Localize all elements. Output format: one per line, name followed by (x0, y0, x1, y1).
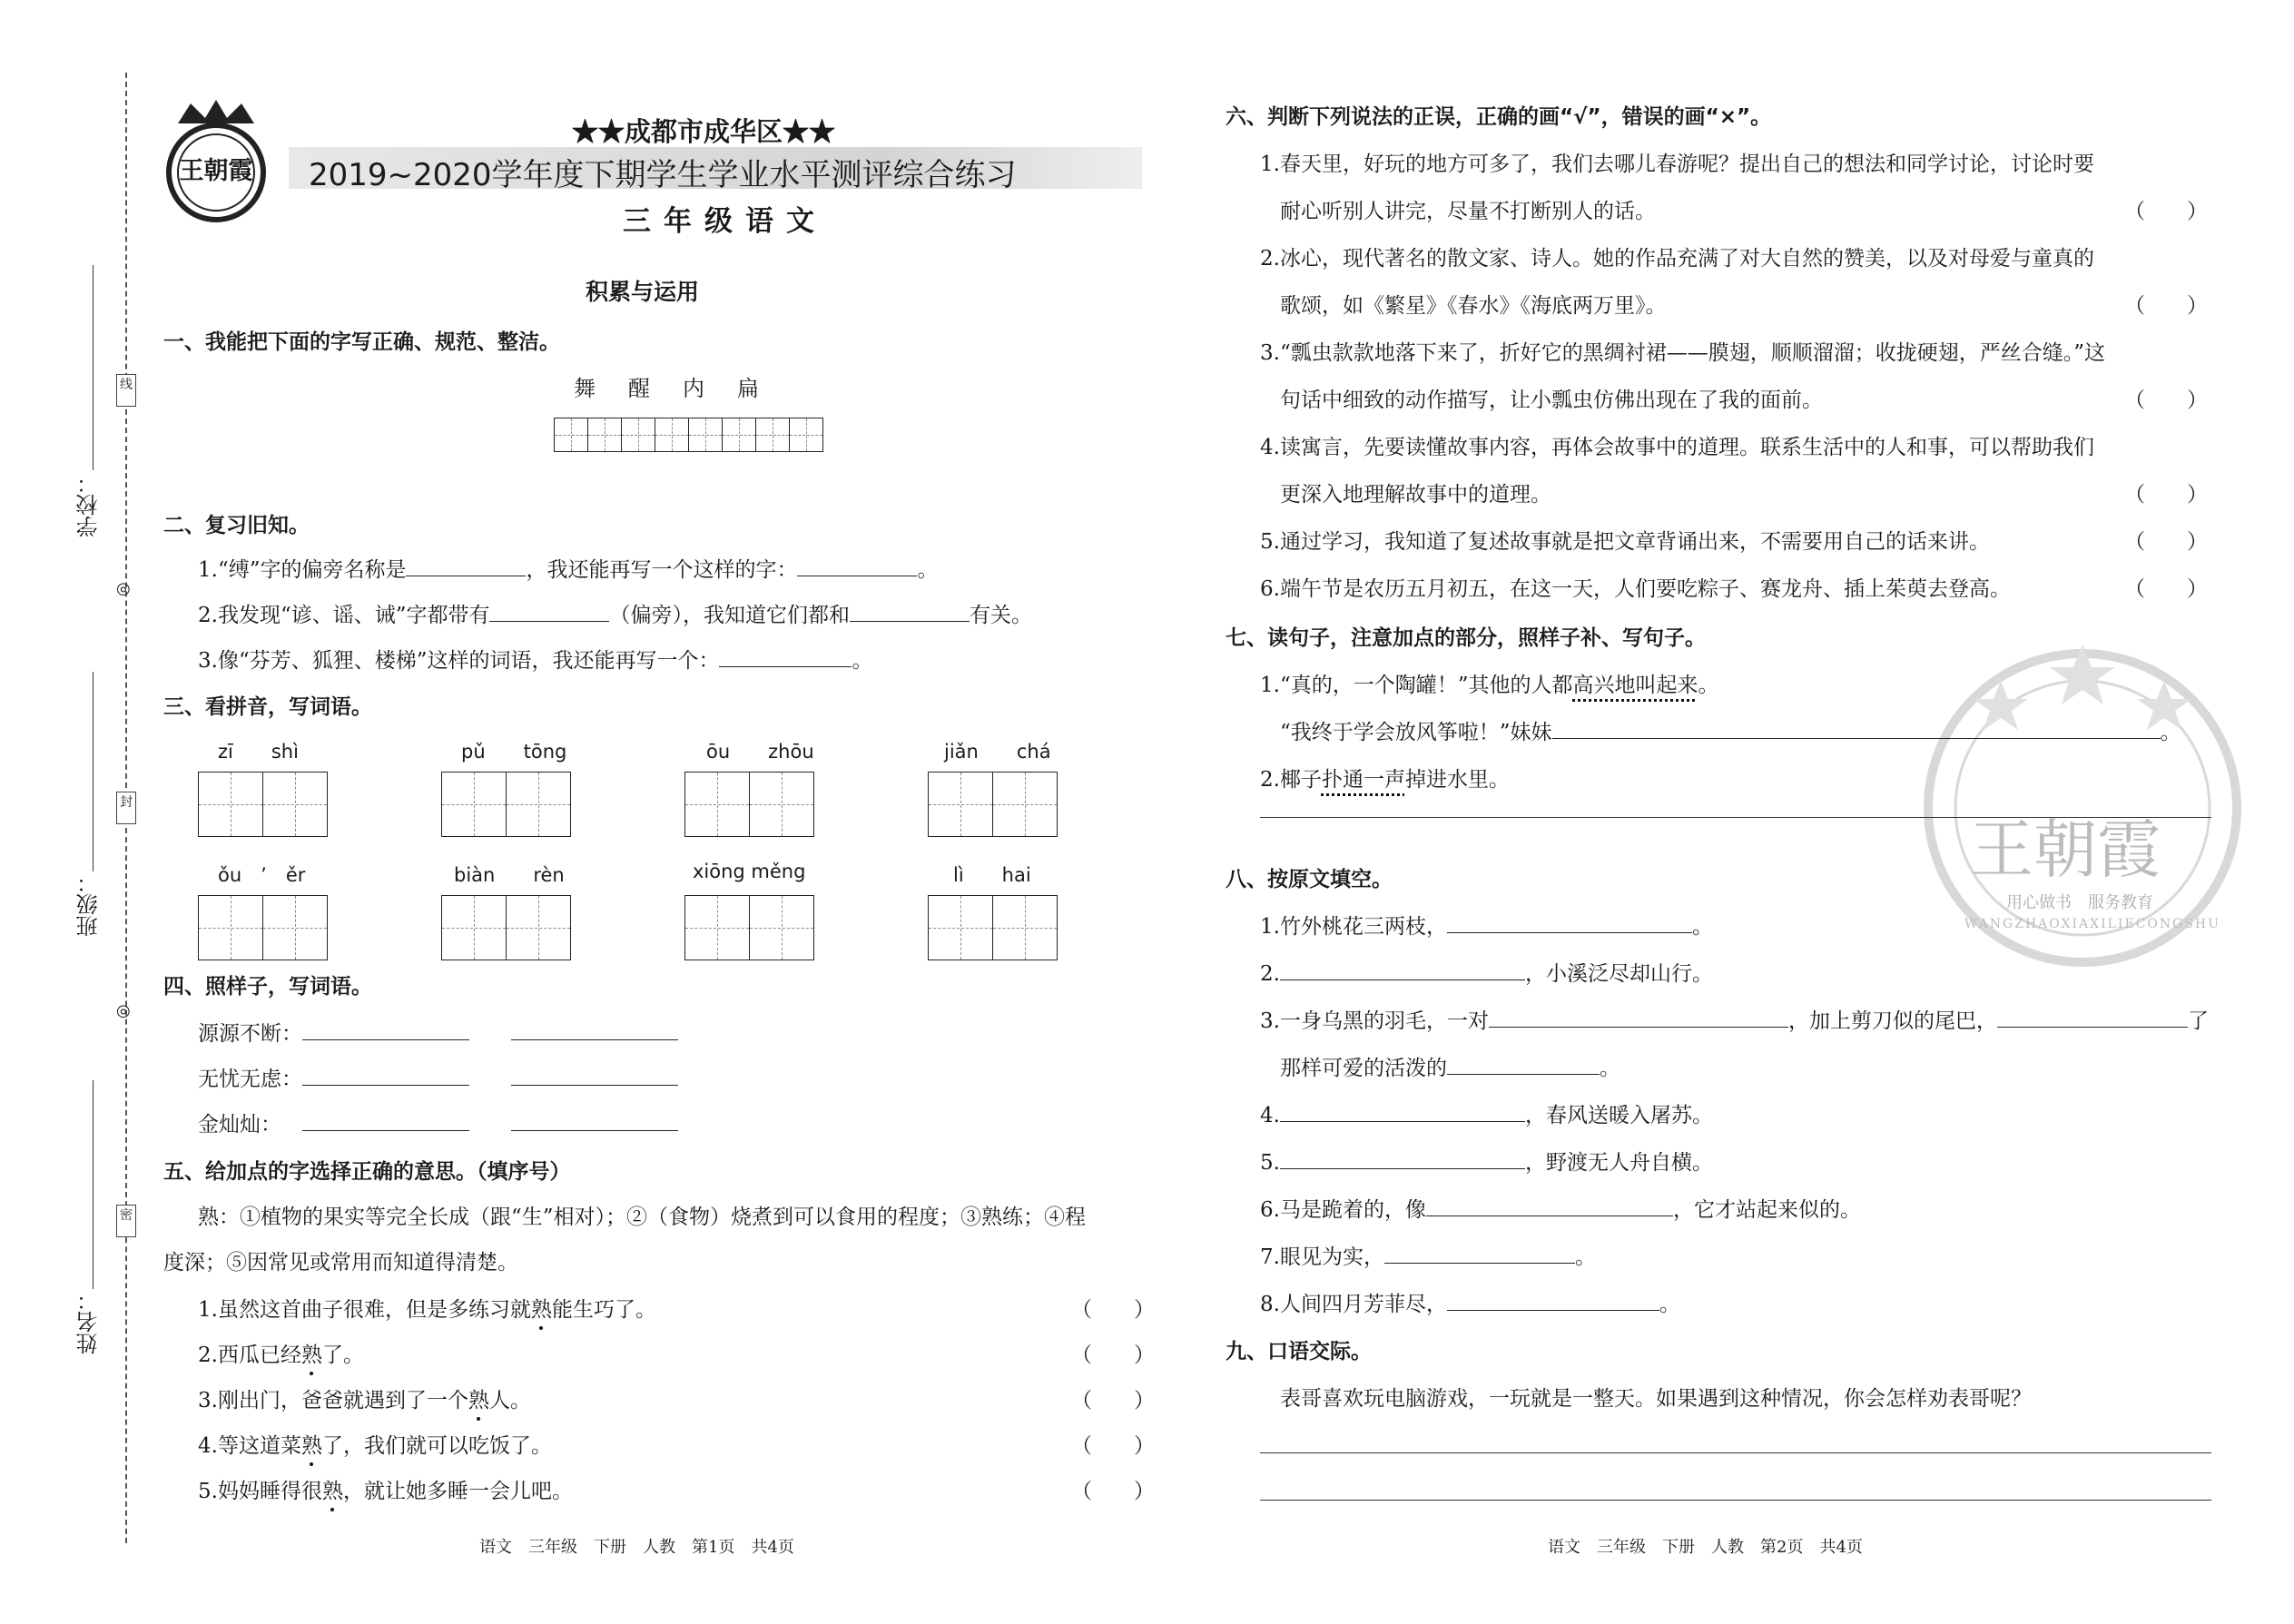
s2-q1: 1.“缚”字的偏旁名称是 ，我还能再写一个这样的字： 。 (198, 553, 938, 583)
s6-q2-line1: 2.冰心，现代著名的散文家、诗人。她的作品充满了对大自然的赞美，以及对母爱与童真的 (1260, 247, 2094, 271)
answer-blank[interactable] (302, 1019, 469, 1040)
answer-paren[interactable]: （ ） (1071, 1343, 1155, 1367)
answer-blank[interactable] (302, 1110, 469, 1131)
pinyin-writing-grid[interactable] (928, 772, 1058, 837)
judge-paren[interactable]: （ ） (2124, 530, 2208, 554)
s8-q7: 7.眼见为实， 。 (1260, 1240, 1596, 1270)
section-1-title: 一、我能把下面的字写正确、规范、整洁。 (163, 330, 560, 354)
section-9-title: 九、口语交际。 (1226, 1340, 1372, 1363)
s6-q1-line1: 1.春天里，好玩的地方可多了，我们去哪儿春游呢？提出自己的想法和同学讨论，讨论时要 (1260, 153, 2094, 176)
pinyin: ōu zhōu (706, 741, 814, 763)
s8-q2: 2. ，小溪泛尽却山行。 (1260, 957, 1713, 987)
answer-blank[interactable] (850, 601, 970, 622)
answer-blank[interactable] (1447, 912, 1692, 933)
pinyin: lì hai (953, 864, 1031, 886)
s5-q5: 5.妈妈睡得很熟，就让她多睡一会儿吧。 (198, 1474, 573, 1504)
class-label: 班级： (76, 871, 102, 937)
binding-hole-icon: ◎ (116, 579, 131, 598)
answer-blank[interactable] (719, 646, 852, 667)
name-field[interactable] (93, 1080, 94, 1289)
answer-blank[interactable] (511, 1019, 678, 1040)
pinyin-writing-grid[interactable] (198, 895, 328, 960)
district-title: ★★成都市成华区★★ (572, 116, 836, 147)
subject-title: 三年级语文 (623, 205, 827, 238)
s5-q1: 1.虽然这首曲子很难，但是多练习就熟能生巧了。 (198, 1293, 656, 1323)
writing-grid[interactable] (554, 418, 823, 452)
s9-question: 表哥喜欢玩电脑游戏，一玩就是一整天。如果遇到这种情况，你会怎样劝表哥呢？ (1280, 1387, 2032, 1411)
marker-close: 密 (116, 1205, 136, 1237)
answer-line[interactable] (1260, 817, 2211, 818)
s6-q3-line1: 3.“瓢虫款款地落下来了，折好它的黑绸衬裙——膜翅，顺顺溜溜；收拢硬翅，严丝合缝。”这 (1260, 341, 2105, 365)
dotted-phrase: 扑通一声 (1321, 768, 1405, 792)
answer-blank[interactable] (1447, 1290, 1659, 1311)
school-field[interactable] (93, 265, 94, 470)
dotted-char: 熟 (322, 1474, 343, 1504)
s6-q2-line2: 歌颂，如《繁星》《春水》《海底两万里》。 (1280, 294, 1667, 318)
judge-paren[interactable]: （ ） (2124, 577, 2208, 601)
answer-blank[interactable] (1489, 1007, 1788, 1028)
watermark-slogan: 用心做书 服务教育 (2006, 893, 2153, 912)
dotted-char: 熟 (301, 1429, 322, 1459)
s8-q5: 5. ，野渡无人舟自横。 (1260, 1146, 1713, 1176)
pinyin-writing-grid[interactable] (441, 895, 571, 960)
binding-hole-icon: ◎ (116, 1001, 131, 1020)
s5-q4: 4.等这道菜熟了，我们就可以吃饭了。 (198, 1429, 552, 1459)
part-title: 积累与运用 (586, 279, 700, 305)
school-label: 学校： (76, 472, 102, 537)
answer-blank[interactable] (1384, 1243, 1575, 1264)
answer-paren[interactable]: （ ） (1071, 1298, 1155, 1322)
section-4-title: 四、照样子，写词语。 (163, 975, 372, 999)
dotted-phrase: 高兴地叫起来 (1572, 674, 1698, 697)
exam-title: 2019~2020学年度下期学生学业水平测评综合练习 (309, 157, 1017, 193)
answer-blank[interactable] (1447, 1054, 1600, 1075)
s4-word-1: 源源不断： (198, 1017, 678, 1047)
s8-q1: 1.竹外桃花三两枝， 。 (1260, 910, 1713, 940)
pinyin-writing-grid[interactable] (928, 895, 1058, 960)
s8-q3-cont: 那样可爱的活泼的 。 (1280, 1051, 1620, 1081)
section-5-title: 五、给加点的字选择正确的意思。（填序号） (163, 1160, 571, 1184)
answer-blank[interactable] (489, 601, 609, 622)
s1-characters: 舞 醒 内 扁 (574, 376, 764, 401)
section-7-title: 七、读句子，注意加点的部分，照样子补、写句子。 (1226, 626, 1706, 650)
pinyin: zī shì (218, 741, 299, 763)
s5-definition-1: 熟：①植物的果实等完全长成（跟“生”相对）；②（食物）烧煮到可以食用的程度；③熟练；④程 (198, 1206, 1087, 1229)
dotted-char: 熟 (531, 1293, 552, 1323)
answer-blank[interactable] (406, 556, 526, 576)
answer-blank[interactable] (1426, 1196, 1673, 1216)
s8-q4: 4. ，春风送暖入屠苏。 (1260, 1098, 1713, 1128)
pinyin: jiǎn chá (944, 741, 1051, 763)
answer-blank[interactable] (511, 1065, 678, 1086)
answer-blank[interactable] (797, 556, 917, 576)
pinyin-writing-grid[interactable] (684, 772, 814, 837)
dotted-char: 熟 (301, 1338, 322, 1368)
s6-q6: 6.端午节是农历五月初五，在这一天，人们要吃粽子、赛龙舟、插上茱萸去登高。 (1260, 577, 2011, 601)
s4-word-2: 无忧无虑： (198, 1062, 678, 1092)
s5-q3: 3.刚出门，爸爸就遇到了一个熟人。 (198, 1383, 531, 1413)
s8-q3: 3.一身乌黑的羽毛，一对 ，加上剪刀似的尾巴， 了 (1260, 1004, 2209, 1034)
dotted-char: 熟 (468, 1383, 489, 1413)
answer-blank[interactable] (511, 1110, 678, 1131)
answer-line[interactable] (1260, 1500, 2211, 1501)
answer-paren[interactable]: （ ） (1071, 1480, 1155, 1503)
s2-q2: 2.我发现“谚、谣、诫”字都带有 （偏旁），我知道它们都和 有关。 (198, 598, 1032, 628)
section-3-title: 三、看拼音，写词语。 (163, 695, 372, 719)
s6-q5: 5.通过学习，我知道了复述故事就是把文章背诵出来，不需要用自己的话来讲。 (1260, 530, 1990, 554)
judge-paren[interactable]: （ ） (2124, 389, 2208, 412)
s6-q4-line2: 更深入地理解故事中的道理。 (1280, 483, 1551, 507)
watermark-ring-text: WANGZHAOXIAXILIECONGSHU (1964, 917, 2220, 931)
answer-blank[interactable] (302, 1065, 469, 1086)
s7-q2: 2.椰子扑通一声掉进水里。 (1260, 768, 1510, 792)
answer-blank[interactable] (1552, 718, 2161, 739)
s6-q3-line2: 句话中细致的动作描写，让小瓢虫仿佛出现在了我的面前。 (1280, 389, 1823, 412)
answer-line[interactable] (1260, 1452, 2211, 1453)
logo-text: 王朝霞 (179, 157, 253, 185)
s6-q1-line2: 耐心听别人讲完，尽量不打断别人的话。 (1280, 200, 1656, 223)
star-icon: ★★ (572, 116, 625, 147)
pinyin: biàn rèn (454, 864, 565, 886)
marker-seal: 封 (116, 792, 136, 824)
judge-paren[interactable]: （ ） (2124, 483, 2208, 507)
answer-blank[interactable] (1280, 960, 1525, 980)
page-footer: 语文 三年级 下册 人教 第1页 共4页 (479, 1538, 794, 1557)
section-6-title: 六、判断下列说法的正误，正确的画“√”，错误的画“×”。 (1226, 105, 1772, 129)
answer-paren[interactable]: （ ） (1071, 1434, 1155, 1458)
s8-q8: 8.人间四月芳菲尽， 。 (1260, 1287, 1680, 1317)
s2-q3: 3.像“芬芳、狐狸、楼梯”这样的词语，我还能再写一个： 。 (198, 644, 872, 674)
s5-definition-2: 度深；⑤因常见或常用而知道得清楚。 (163, 1251, 518, 1275)
section-8-title: 八、按原文填空。 (1226, 868, 1393, 891)
pinyin-writing-grid[interactable] (684, 895, 814, 960)
s4-word-3: 金灿灿： (198, 1107, 678, 1137)
answer-blank[interactable] (1280, 1101, 1525, 1122)
s8-q6: 6.马是跪着的，像 ，它才站起来似的。 (1260, 1193, 1861, 1223)
marker-line: 线 (116, 374, 136, 407)
page-footer: 语文 三年级 下册 人教 第2页 共4页 (1548, 1538, 1863, 1557)
watermark-name: 王朝霞 (1970, 812, 2161, 887)
section-2-title: 二、复习旧知。 (163, 514, 310, 537)
answer-blank[interactable] (1997, 1007, 2188, 1028)
pinyin: ǒu ’ ěr (218, 864, 306, 886)
name-label: 姓名： (76, 1289, 102, 1354)
pinyin: xiōng měng (693, 861, 806, 882)
pinyin-writing-grid[interactable] (441, 772, 571, 837)
s7-q1: 1.“真的，一个陶罐！”其他的人都高兴地叫起来。 (1260, 674, 1719, 697)
s5-q2: 2.西瓜已经熟了。 (198, 1338, 364, 1368)
answer-blank[interactable] (1280, 1148, 1525, 1169)
s7-q1-example: “我终于学会放风筝啦！”妹妹 。 (1280, 715, 2181, 745)
judge-paren[interactable]: （ ） (2124, 200, 2208, 223)
pinyin-writing-grid[interactable] (198, 772, 328, 837)
pinyin: pǔ tōng (461, 741, 567, 763)
star-icon: ★★ (783, 116, 836, 147)
judge-paren[interactable]: （ ） (2124, 294, 2208, 318)
s6-q4-line1: 4.读寓言，先要读懂故事内容，再体会故事中的道理。联系生活中的人和事，可以帮助我们 (1260, 436, 2094, 459)
answer-paren[interactable]: （ ） (1071, 1389, 1155, 1412)
class-field[interactable] (93, 672, 94, 871)
